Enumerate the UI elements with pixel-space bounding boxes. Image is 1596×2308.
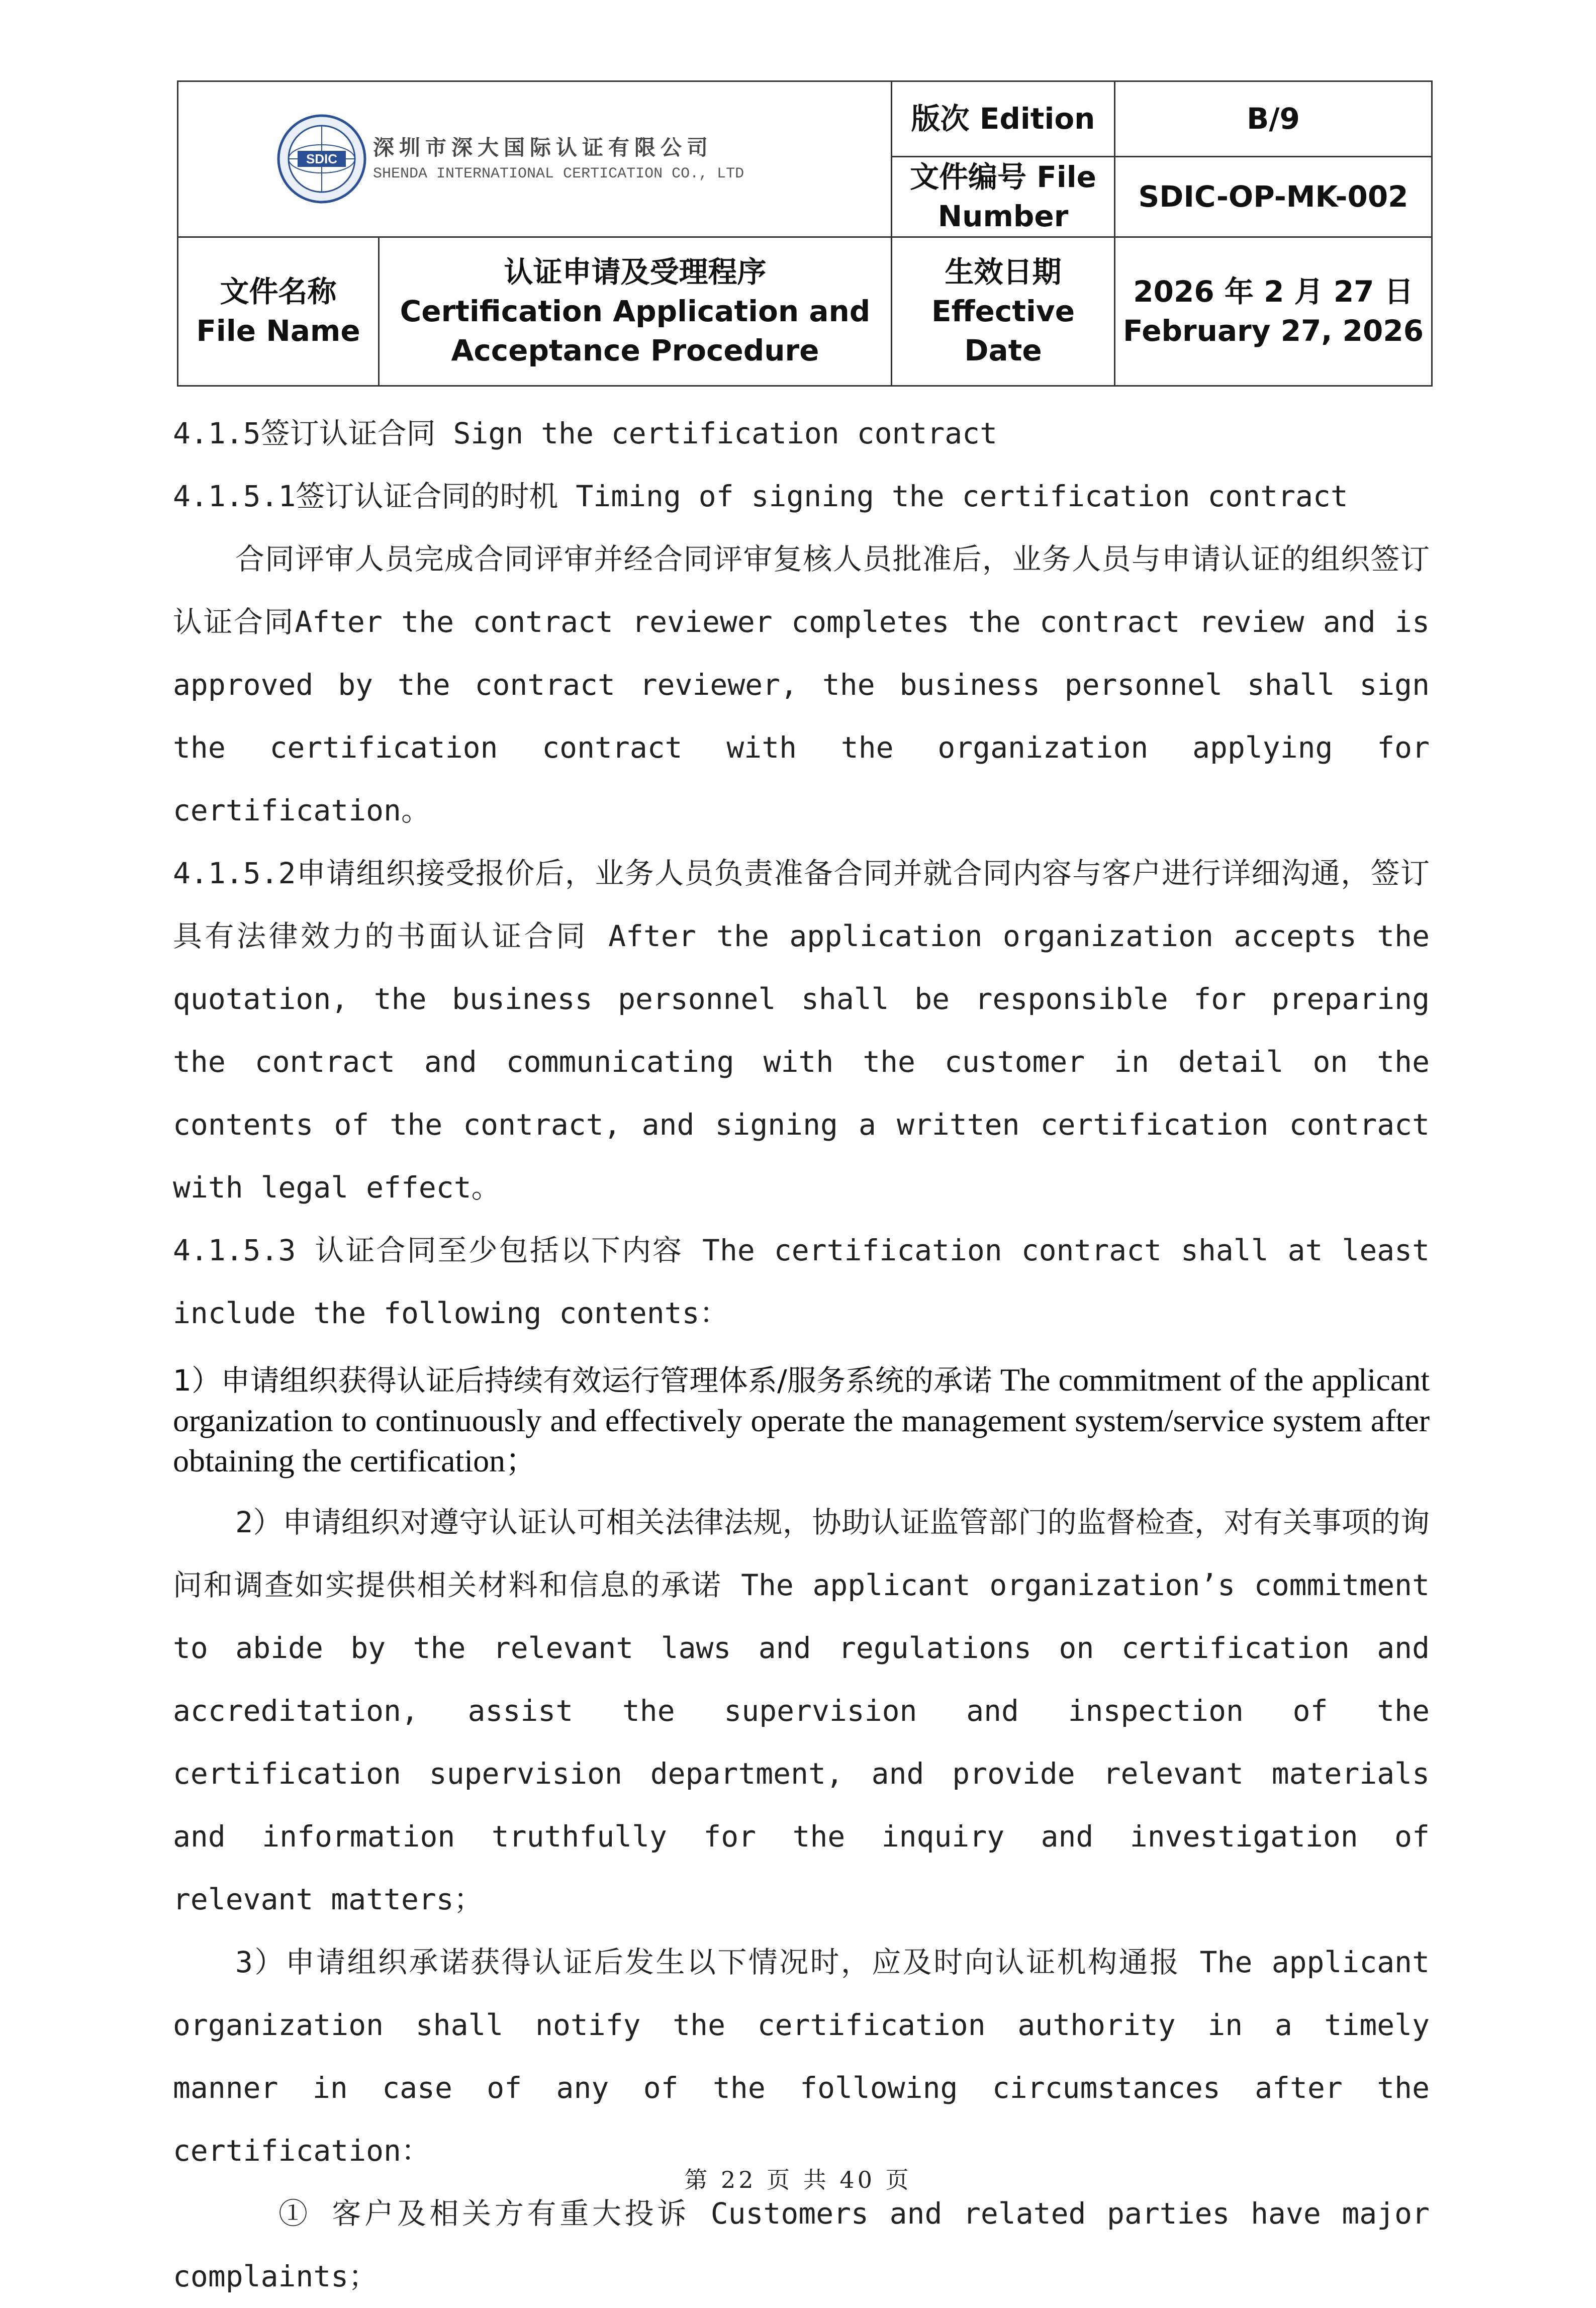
section-heading-4-1-5: 4.1.5签订认证合同 Sign the certification contract [173, 416, 998, 450]
company-logo-cell [178, 81, 892, 237]
list-item-2: 2）申请组织对遵守认证认可相关法律法规，协助认证监管部门的监督检查，对有关事项的询问和调查如实提供相关材料和信息的承诺 The applicant organization’s commitment to abide by the relevant laws and regulations on certification and accreditation, assist the supervision and inspection of the certification supervision department, and provide relevant materials and information truthfully for the inquiry and investigation of relevant matters； [173, 1505, 1430, 1916]
effective-label-en-line1: Effective [931, 294, 1075, 328]
paragraph-4-1-5-2: 4.1.5.2申请组织接受报价后，业务人员负责准备合同并就合同内容与客户进行详细沟通，签订具有法律效力的书面认证合同 After the application organization accepts the quotation, the business personnel shall be responsible for preparing the contract and communicating with the customer in detail on the contents of the contract, and signing a written certification contract with legal effect。 [173, 856, 1430, 1205]
edition-value: B/9 [1115, 81, 1432, 157]
file-name-label [178, 237, 379, 386]
effective-date-en: February 27, 2026 [1122, 314, 1424, 348]
paragraph-4-1-5-3: 4.1.5.3 认证合同至少包括以下内容 The certification contract shall at least include the following contents： [173, 1233, 1430, 1330]
company-name-en: SHENDA INTERNATIONAL CERTICATION CO., LTD [373, 165, 744, 183]
effective-date-cn: 2026 年 2 月 27 日 [1133, 274, 1414, 309]
document-header-table [177, 80, 1433, 387]
section-heading-4-1-5-1: 4.1.5.1签订认证合同的时机 Timing of signing the certification contract [173, 479, 1348, 513]
logo-text: SDIC [306, 151, 338, 167]
file-name-value [379, 237, 892, 386]
sub-item-1: ① 客户及相关方有重大投诉 Customers and related parties have major complaints； [173, 2196, 1430, 2293]
file-number-label [892, 157, 1115, 237]
file-name-label-cn: 文件名称 [220, 274, 337, 309]
file-name-label-en: File Name [196, 314, 360, 348]
effective-date-label [892, 237, 1115, 386]
effective-label-en-line2: Date [964, 333, 1042, 368]
edition-label: 版次 Edition [892, 81, 1115, 157]
file-number-label-en: Number [937, 199, 1069, 234]
company-logo-icon [276, 114, 367, 204]
list-item-3: 3）申请组织承诺获得认证后发生以下情况时，应及时向认证机构通报 The applicant organization shall notify the certification authority in a timely manner in case of any of the following circumstances after the certification： [173, 1945, 1430, 2168]
list-item-1-en: The commitment of the applicant organization to continuously and effectively operate the management system/service system after obtaining the certification； [173, 1362, 1430, 1479]
paragraph-4-1-5-1: 合同评审人员完成合同评审并经合同评审复核人员批准后，业务人员与申请认证的组织签订认证合同After the contract reviewer completes the contract review and is approved by the contract reviewer, the business personnel shall sign the certification contract with the organization applying for certification。 [173, 542, 1430, 827]
page-number: 第 22 页 共 40 页 [684, 2166, 912, 2193]
company-name-cn: 深圳市深大国际认证有限公司 [373, 135, 713, 160]
file-name-en-line1: Certification Application and [400, 294, 871, 328]
file-name-en-line2: Acceptance Procedure [451, 333, 819, 368]
list-item-1 [173, 1360, 1430, 1481]
effective-label-cn: 生效日期 [945, 254, 1062, 289]
file-number-value: SDIC-OP-MK-002 [1115, 157, 1432, 237]
file-number-label-cn: 文件编号 File [910, 160, 1096, 194]
list-item-1-cn: 1）申请组织获得认证后持续有效运行管理体系/服务系统的承诺 [173, 1363, 992, 1398]
document-body [173, 402, 1430, 2308]
file-name-cn: 认证申请及受理程序 [504, 254, 767, 289]
effective-date-value [1115, 237, 1432, 386]
